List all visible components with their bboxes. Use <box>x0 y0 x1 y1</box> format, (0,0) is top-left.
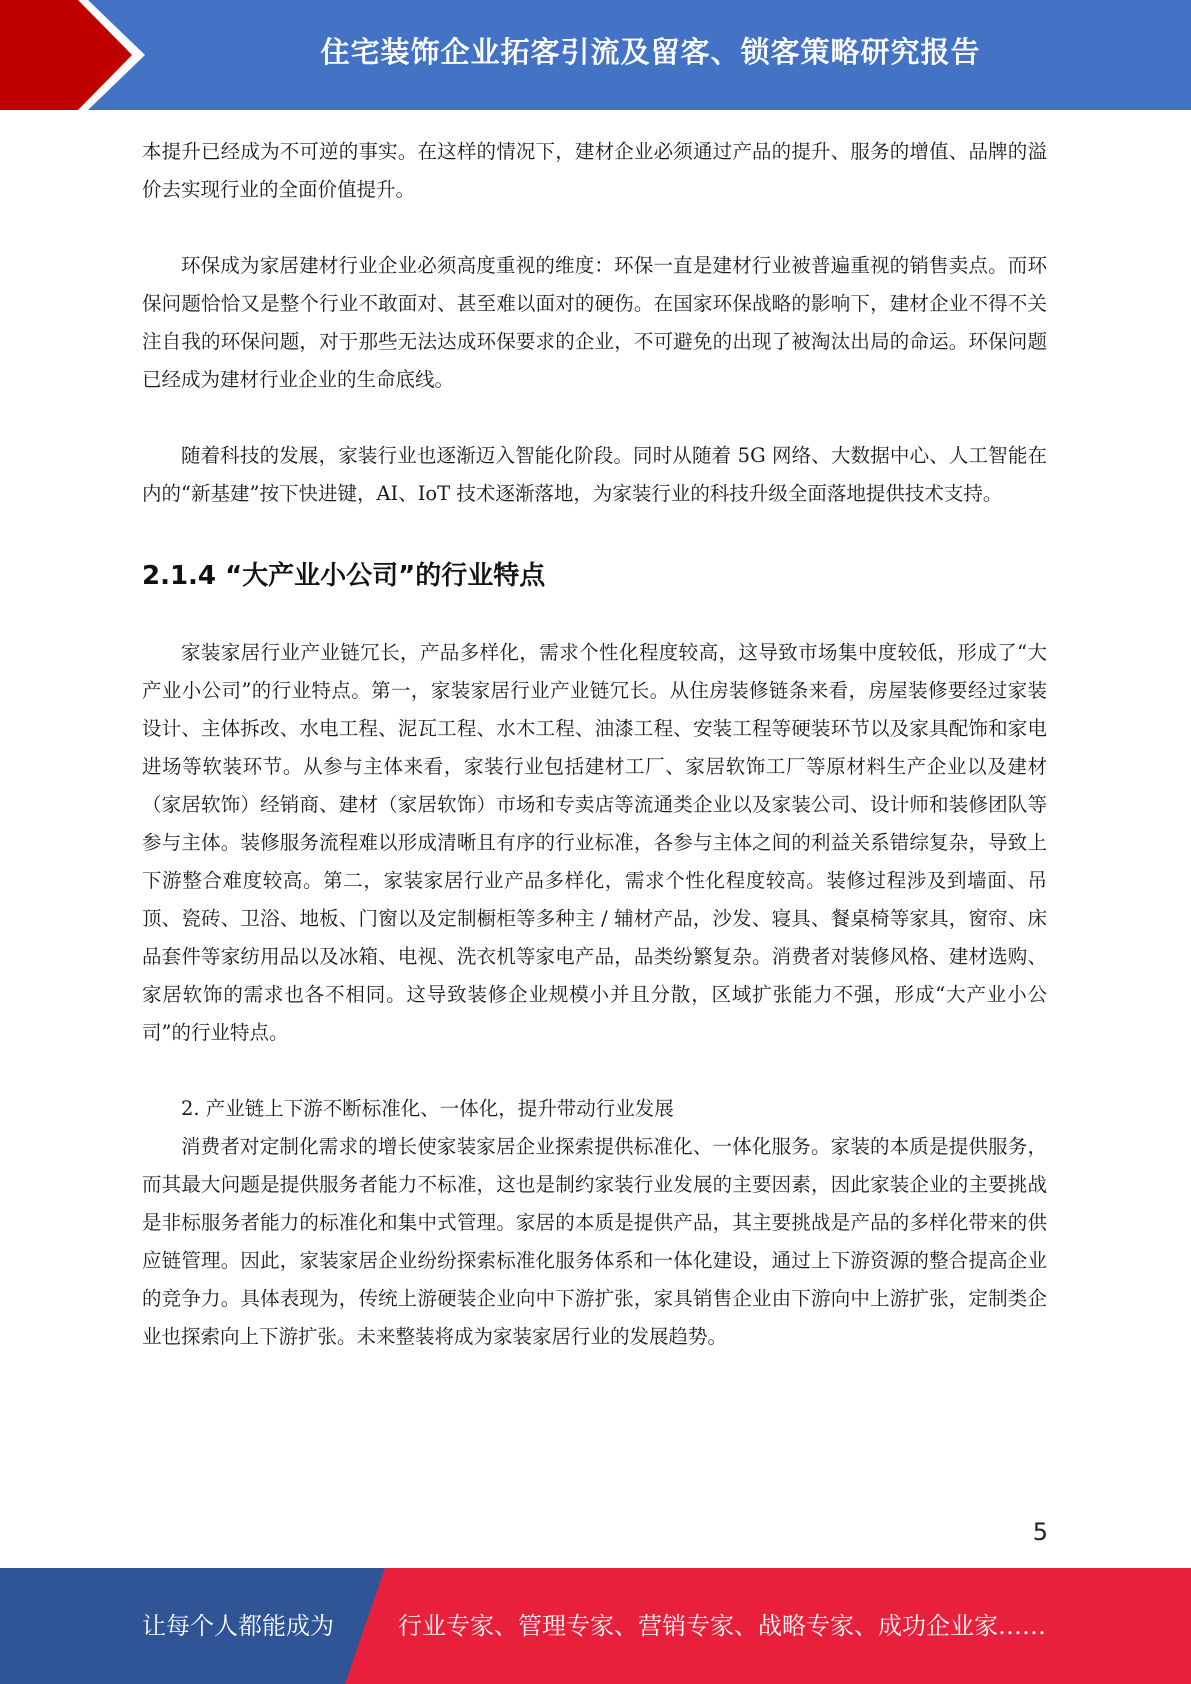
paragraph-standardization: 消费者对定制化需求的增长使家装家居企业探索提供标准化、一体化服务。家装的本质是提供服务，而其最大问题是提供服务者能力不标准，这也是制约家装行业发展的主要因素，因此家装企业的主要挑战是非标服务者能力的标准化和集中式管理。家居的本质是提供产品，其主要挑战是产品的多样化带来的供应链管理。因此，家装家居企业纷纷探索标准化服务体系和一体化建设，通过上下游资源的整合提高企业的竞争力。具体表现为，传统上游硬装企业向中下游扩张，家具销售企业由下游向中上游扩张，定制类企业也探索向上下游扩张。未来整装将成为家装家居行业的发展趋势。 <box>142 1135 1047 1348</box>
subheading-standardization: 2. 产业链上下游不断标准化、一体化，提升带动行业发展 <box>181 1097 674 1120</box>
page-number: 5 <box>1032 1518 1048 1546</box>
page-footer <box>0 1568 1191 1684</box>
document-body <box>142 133 1047 1356</box>
paragraph-continuation: 本提升已经成为不可逆的事实。在这样的情况下，建材企业必须通过产品的提升、服务的增值、品牌的溢价去实现行业的全面价值提升。 <box>142 140 1047 201</box>
page-header <box>0 0 1191 110</box>
red-chevron-icon <box>0 0 160 110</box>
section-heading: 2.1.4 “大产业小公司”的行业特点 <box>142 561 546 591</box>
header-title: 住宅装饰企业拓客引流及留客、锁客策略研究报告 <box>320 34 981 69</box>
paragraph-technology: 随着科技的发展，家装行业也逐渐迈入智能化阶段。同时从随着 5G 网络、大数据中心、人工智能在内的“新基建”按下快进键，AI、IoT 技术逐渐落地，为家装行业的科技升级全面落地提供技术支持。 <box>142 444 1047 505</box>
footer-slogan-right: 行业专家、管理专家、营销专家、战略专家、成功企业家…… <box>398 1612 1046 1640</box>
paragraph-environment: 环保成为家居建材行业企业必须高度重视的维度：环保一直是建材行业被普遍重视的销售卖点。而环保问题恰恰又是整个行业不敢面对、甚至难以面对的硬伤。在国家环保战略的影响下，建材企业不得不关注自我的环保问题，对于那些无法达成环保要求的企业，不可避免的出现了被淘汰出局的命运。环保问题已经成为建材行业企业的生命底线。 <box>142 254 1047 391</box>
footer-slogan-left: 让每个人都能成为 <box>142 1612 334 1640</box>
paragraph-industry-features: 家装家居行业产业链冗长，产品多样化，需求个性化程度较高，这导致市场集中度较低，形成了“大产业小公司”的行业特点。第一，家装家居行业产业链冗长。从住房装修链条来看，房屋装修要经过家装设计、主体拆改、水电工程、泥瓦工程、水木工程、油漆工程、安装工程等硬装环节以及家具配饰和家电进场等软装环节。从参与主体来看，家装行业包括建材工厂、家居软饰工厂等原材料生产企业以及建材（家居软饰）经销商、建材（家居软饰）市场和专卖店等流通类企业以及家装公司、设计师和装修团队等参与主体。装修服务流程难以形成清晰且有序的行业标准，各参与主体之间的利益关系错综复杂，导致上下游整合难度较高。第二，家装家居行业产品多样化，需求个性化程度较高。装修过程涉及到墙面、吊顶、瓷砖、卫浴、地板、门窗以及定制橱柜等多种主 / 辅材产品，沙发、寝具、餐桌椅等家具，窗帘、床品套件等家纺用品以及冰箱、电视、洗衣机等家电产品，品类纷繁复杂。消费者对装修风格、建材选购、家居软饰的需求也各不相同。这导致装修企业规模小并且分散，区域扩张能力不强，形成“大产业小公司”的行业特点。 <box>142 641 1047 1044</box>
